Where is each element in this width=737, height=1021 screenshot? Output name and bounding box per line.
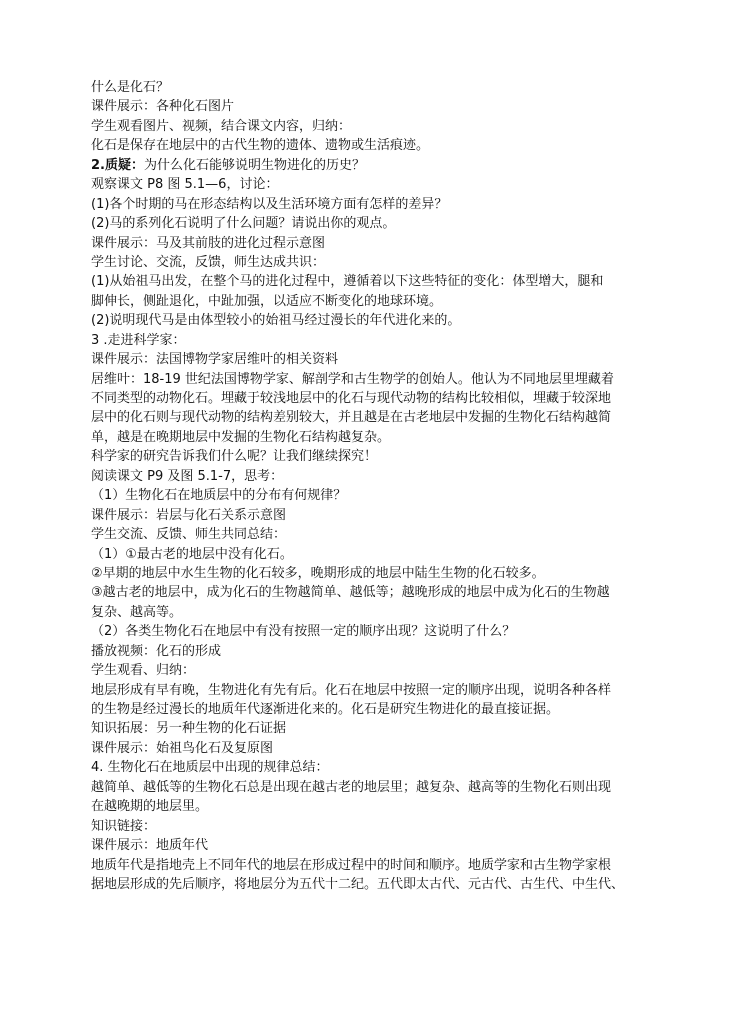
- line-text: (2)马的系列化石说明了什么问题？请说出你的观点。: [91, 216, 396, 232]
- text-line: [91, 272, 651, 291]
- text-line: [91, 836, 651, 855]
- line-text: 课件展示：始祖鸟化石及复原图: [91, 740, 274, 756]
- text-line: [91, 234, 651, 253]
- text-line: [91, 603, 651, 622]
- line-text: 学生讨论、交流，反馈，师生达成共识：: [91, 254, 326, 270]
- line-text: 学生观看图片、视频，结合课文内容，归纳：: [91, 118, 352, 134]
- line-text: 在越晚期的地层里。: [91, 799, 209, 815]
- text-line: [91, 350, 651, 369]
- text-line: [91, 758, 651, 777]
- text-line: [91, 136, 651, 155]
- line-text: 播放视频：化石的形成: [91, 643, 222, 659]
- line-text: 学生交流、反馈、师生共同总结：: [91, 527, 287, 543]
- text-line: [91, 486, 651, 505]
- line-text: 脚伸长，侧趾退化，中趾加强，以适应不断变化的地球环境。: [91, 293, 443, 309]
- line-text: 科学家的研究告诉我们什么呢？让我们继续探究！: [91, 449, 378, 465]
- text-line: [91, 681, 651, 700]
- text-line: [91, 856, 651, 875]
- line-text: 3 .走进科学家：: [91, 332, 186, 348]
- text-line: [91, 642, 651, 661]
- text-line: [91, 156, 651, 175]
- text-line: [91, 253, 651, 272]
- line-text: 观察课文 P8 图 5.1—6，讨论：: [91, 177, 279, 193]
- text-line: [91, 175, 651, 194]
- text-line: [91, 875, 651, 894]
- document-body: [91, 78, 651, 894]
- text-line: [91, 700, 651, 719]
- line-text: 课件展示：各种化石图片: [91, 99, 235, 115]
- text-line: [91, 797, 651, 816]
- text-line: [91, 778, 651, 797]
- line-text: 为什么化石能够说明生物进化的历史？: [143, 157, 365, 173]
- text-line: [91, 661, 651, 680]
- line-text: 居维叶：18-19 世纪法国博物学家、解剖学和古生物学的创始人。他认为不同地层里埋藏着: [91, 371, 614, 387]
- line-text: 不同类型的动物化石。埋藏于较浅地层中的化石与现代动物的结构比较相似，埋藏于较深地: [91, 391, 612, 406]
- line-text: 化石是保存在地层中的古代生物的遗体、遗物或生活痕迹。: [91, 138, 430, 154]
- line-text: 课件展示：地质年代: [91, 838, 209, 854]
- line-text: （2）各类生物化石在地层中有没有按照一定的顺序出现？这说明了什么？: [91, 624, 516, 640]
- text-line: [91, 525, 651, 544]
- text-line: [91, 78, 651, 97]
- text-line: [91, 292, 651, 311]
- text-line: [91, 564, 651, 583]
- text-line: [91, 97, 651, 116]
- text-line: [91, 545, 651, 564]
- text-line: [91, 506, 651, 525]
- text-line: [91, 311, 651, 330]
- line-text: (2)说明现代马是由体型较小的始祖马经过漫长的年代进化来的。: [91, 313, 461, 329]
- text-line: [91, 817, 651, 836]
- line-text: 地层形成有早有晚，生物进化有先有后。化石在地层中按照一定的顺序出现，说明各种各样: [91, 682, 612, 698]
- text-line: [91, 719, 651, 738]
- line-text: 地质年代是指地壳上不同年代的地层在形成过程中的时间和顺序。地质学家和古生物学家根: [91, 857, 612, 873]
- line-text: 的生物是经过漫长的地质年代逐渐进化来的。化石是研究生物进化的最直接证据。: [91, 702, 560, 717]
- line-text: 课件展示：马及其前肢的进化过程示意图: [91, 235, 326, 251]
- line-text: 据地层形成的先后顺序，将地层分为五代十二纪。五代即太古代、元古代、古生代、中生代、: [91, 876, 625, 892]
- text-line: [91, 428, 651, 447]
- line-text: 知识拓展：另一种生物的化石证据: [91, 721, 287, 737]
- line-text: 越简单、越低等的生物化石总是出现在越古老的地层里；越复杂、越高等的生物化石则出现: [91, 779, 612, 795]
- text-line: [91, 389, 651, 408]
- text-line: [91, 739, 651, 758]
- text-line: [91, 370, 651, 389]
- line-text: （1）生物化石在地质层中的分布有何规律？: [91, 488, 347, 504]
- line-text: 课件展示：法国博物学家居维叶的相关资料: [91, 352, 339, 368]
- line-text: 学生观看、归纳：: [91, 663, 196, 679]
- text-line: [91, 467, 651, 486]
- text-line: [91, 214, 651, 233]
- line-text: 课件展示：岩层与化石关系示意图: [91, 507, 287, 523]
- text-line: [91, 117, 651, 136]
- line-text: 单，越是在晚期地层中发掘的生物化石结构越复杂。: [91, 429, 391, 445]
- line-text: ②早期的地层中水生生物的化石较多，晚期形成的地层中陆生生物的化石较多。: [91, 565, 545, 581]
- text-line: [91, 331, 651, 350]
- text-line: [91, 195, 651, 214]
- line-text: (1)从始祖马出发，在整个马的进化过程中，遵循着以下这些特征的变化：体型增大，腿和: [91, 274, 604, 290]
- line-text: 4. 生物化石在地质层中出现的规律总结：: [91, 760, 329, 776]
- text-line: [91, 583, 651, 602]
- text-line: [91, 408, 651, 427]
- line-text: （1）①最古老的地层中没有化石。: [91, 546, 293, 562]
- line-text: 什么是化石？: [91, 80, 170, 95]
- line-text: ③越古老的地层中，成为化石的生物越简单、越低等；越晚形成的地层中成为化石的生物越: [91, 585, 610, 601]
- line-text: 层中的化石则与现代动物的结构差别较大，并且越是在古老地层中发掘的生物化石结构越简: [91, 410, 612, 426]
- text-line: [91, 447, 651, 466]
- line-text: (1)各个时期的马在形态结构以及生活环境方面有怎样的差异？: [91, 196, 448, 212]
- line-text: 知识链接：: [91, 818, 157, 834]
- line-text: 复杂、越高等。: [91, 604, 183, 620]
- text-line: [91, 622, 651, 641]
- line-label: 2.质疑：: [91, 157, 144, 173]
- line-text: 阅读课文 P9 及图 5.1-7，思考：: [91, 468, 284, 484]
